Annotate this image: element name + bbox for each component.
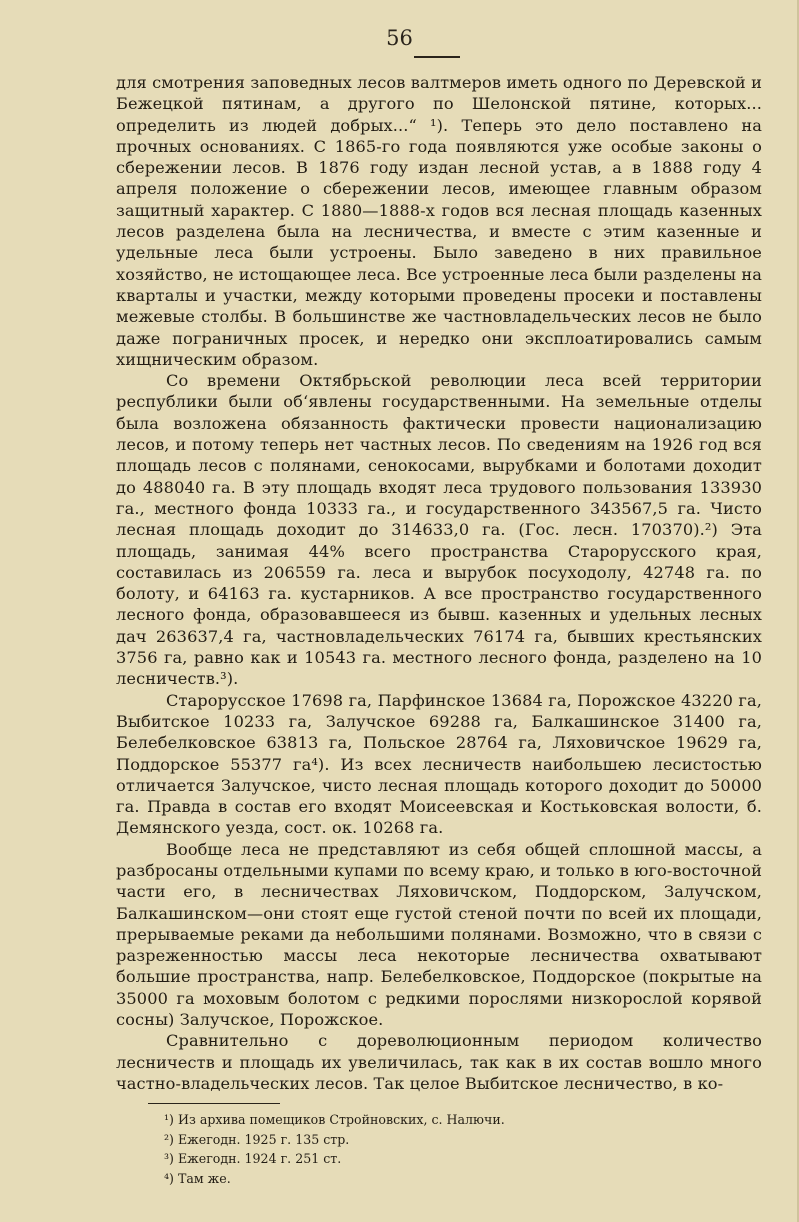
footnote-1: ¹) Из архива помещиков Стройновских, с. Налючи. [164,1112,505,1127]
footnotes [164,1110,724,1188]
paragraph-1: для смотрения заповедных лесов валтмеров иметь одного по Деревской и Бежецкой пятинам, а другого по Шелонской пятине, которых... определить из людей добрых...“ ¹). Теперь это дело поставлено на прочных основаниях. С 1865-го года появляются уже особые законы о сбережении лесов. В 1876 году издан лесной устав, а в 1888 году 4 апреля положение о сбережении лесов, имеющее главным образом защитный характер. С 1880—1888-х годов вся лесная площадь казенных лесов разделена была на лесничества, и вместе с этим казенные и удельные леса были устроены. Было заведено в них правильное хозяйство, не истощающее леса. Все устроенные леса были разделены на кварталы и участки, между которыми проведены просеки и поставлены межевые столбы. В большинстве же частновладельческих лесов не было даже пограничных просек, и нередко они эксплоатировались самым хищническим образом. [116,73,762,369]
paragraph-4: Вообще леса не представляют из себя общей сплошной массы, а разбросаны отдельными купами по всему краю, и только в юго-восточной части его, в лесничествах Ляховичском, Поддорском, Залучском, Балкашинском—они стоят еще густой стеной почти по всей их площади, прерываемые реками да небольшими полянами. Возможно, что в связи с разреженностью массы леса некоторые лесничества охватывают большие пространства, напр. Белебелковское, Поддорское (покрытые на 35000 га моховым болотом с редкими порослями низкорослой корявой сосны) Залучское, Порожское. [116,839,762,1030]
main-text [116,72,762,1094]
footnote-4: ⁴) Там же. [164,1170,231,1186]
footnote-separator [148,1103,280,1104]
footnote-3: ³) Ежегодн. 1924 г. 251 ст. [164,1151,342,1167]
page-number: 56 [386,26,413,50]
paragraph-5: Сравнительно с дореволюционным периодом количество лесничеств и площадь их увеличилась, так как в их состав вошло много частно-владельческих лесов. Так целое Выбитское лесничество, в ко- [116,1031,762,1093]
paragraph-3: Старорусское 17698 га, Парфинское 13684 га, Порожское 43220 га, Выбитское 10233 га, Залучское 69288 га, Балкашинское 31400 га, Белебелковское 63813 га, Польское 28764 га, Ляховичское 19629 га, Поддорское 55377 га⁴). Из всех лесничеств наибольшею лесистостью отличается Залучское, чисто лесная площадь которого доходит до 50000 га. Правда в состав его входят Моисеевская и Костьковская волости, б. Демянского уезда, сост. ок. 10268 га. [116,690,762,838]
page-number-underline [414,56,460,58]
footnote-2: ²) Ежегодн. 1925 г. 135 стр. [164,1131,350,1147]
paragraph-2: Со времени Октябрьской революции леса всей территории республики были об‘явлены государственными. На земельные отделы была возложена обязанность фактически провести национализацию лесов, и потому теперь нет частных лесов. По сведениям на 1926 год вся площадь лесов с полянами, сенокосами, вырубками и болотами доходит до 488040 га. В эту площадь входят леса трудового пользования 133930 га., местного фонда 10333 га., и государственного 343567,5 га. Чисто лесная площадь доходит до 314633,0 га. (Гос. лесн. 170370).²) Эта площадь, занимая 44% всего пространства Старорусского края, составилась из 206559 га. леса и вырубок посуходолу, 42748 га. по болоту, и 64163 га. кустарников. А все пространство государственного лесного фонда, образовавшееся из бывш. казенных и удельных лесных дач 263637,4 га, частновладельческих 76174 га, бывших крестьянских 3756 га, равно как и 10543 га. местного лесного фонда, разделено на 10 лесничеств.³). [116,371,762,689]
